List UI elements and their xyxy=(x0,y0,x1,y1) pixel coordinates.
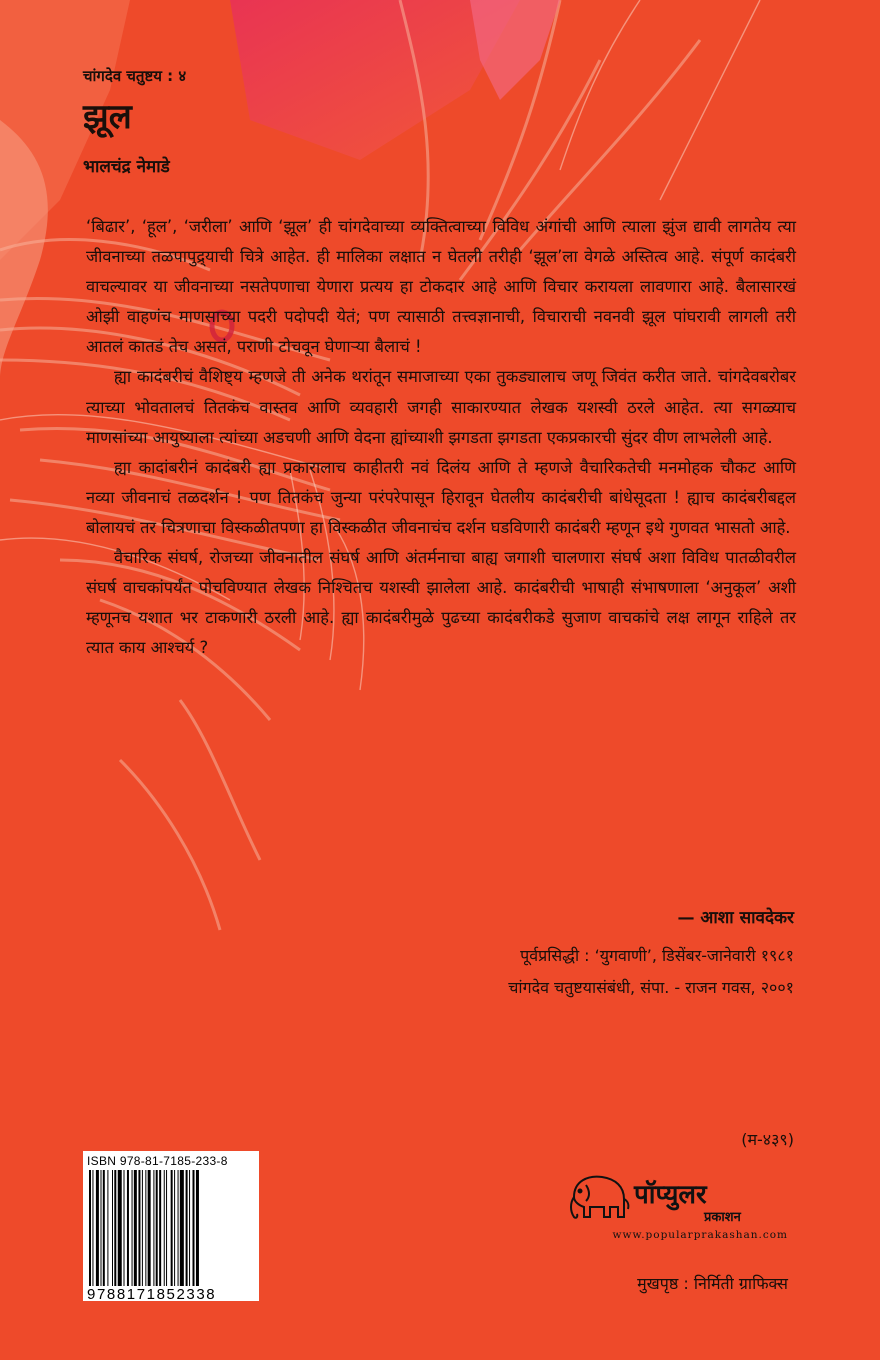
barcode-bar xyxy=(107,1170,108,1286)
isbn-text: ISBN 978-81-7185-233-8 xyxy=(87,1154,228,1168)
barcode-bar xyxy=(112,1170,113,1286)
barcode-bar xyxy=(196,1170,199,1286)
barcode-bar xyxy=(101,1170,102,1286)
blurb-paragraph: ह्या कादंबरीचं वैशिष्ट्य म्हणजे ती अनेक थरांतून समाजाच्या एका तुकड्यालाच जणू जिवंत करीत जाते. चांगदेवबरोबर त्याच्या भोवतालचं तितकंच वास्तव आणि व्यवहारी जगही साकारण्यात लेखक यशस्वी ठरले आहेत. त्या सगळ्याच माणसांच्या आयुष्याला त्यांच्या अडचणी आणि वेदना ह्यांच्याशी झगडता झगडता एकप्रकारची सुंदर वीण लाभलेली आहे. xyxy=(86,367,796,447)
barcode-bar xyxy=(148,1170,151,1286)
barcode-bar xyxy=(96,1170,99,1286)
barcode-bar xyxy=(171,1170,173,1286)
barcode-bar xyxy=(166,1170,167,1286)
barcode-bar xyxy=(145,1170,146,1286)
author-name: भालचंद्र नेमाडे xyxy=(83,157,170,177)
barcode-block xyxy=(83,1151,259,1301)
barcode-bar xyxy=(156,1170,158,1286)
blurb-text xyxy=(86,212,796,663)
publisher-url: www.popularprakashan.com xyxy=(612,1229,788,1241)
barcode-bar xyxy=(124,1170,125,1286)
barcode-bar xyxy=(174,1170,175,1286)
barcode-bar xyxy=(153,1170,154,1286)
catalog-code: (म-४३९) xyxy=(741,1130,794,1149)
barcode-bar xyxy=(114,1170,116,1286)
publisher-name: पॉप्युलर xyxy=(634,1180,707,1210)
barcode-bar xyxy=(189,1170,190,1286)
barcode-image xyxy=(87,1170,255,1288)
barcode-bar xyxy=(186,1170,188,1286)
publisher-sub: प्रकाशन xyxy=(704,1210,741,1225)
barcode-bar xyxy=(134,1170,137,1286)
barcode-bar xyxy=(132,1170,133,1286)
series-label: चांगदेव चतुष्टय : ४ xyxy=(83,67,187,85)
barcode-bar xyxy=(103,1170,105,1286)
barcode-bar xyxy=(89,1170,91,1286)
publication-credit: पूर्वप्रसिद्धी : ‘युगवाणी’, डिसेंबर-जानेवारी १९८१ xyxy=(520,946,794,965)
blurb-paragraph: ह्या कादांबरीनं कादंबरी ह्या प्रकारालाच काहीतरी नवं दिलंय आणि ते म्हणजे वैचारिकतेची मनमोहक चौकट आणि नव्या जीवनाचं तळदर्शन ! पण तितकंच जुन्या परंपरेपासून हिरावून घेतलीय कादंबरीची बांधेसूदता ! ह्याच कादंबरीबद्दल बोलायचं तर चित्रणाचा विस्कळीतपणा हा विस्कळीत जीवनाचंच दर्शन घडविणारी कादंबरी म्हणून इथे गुणवत भासतो आहे. xyxy=(86,457,796,537)
barcode-bar xyxy=(142,1170,143,1286)
barcode-bar xyxy=(164,1170,165,1286)
barcode-bar xyxy=(118,1170,122,1286)
cover-design-credit: मुखपृष्ठ : निर्मिती ग्राफिक्स xyxy=(637,1274,788,1293)
elephant-icon xyxy=(566,1167,632,1227)
reviewer-name: — आशा सावदेकर xyxy=(677,908,794,928)
blurb-paragraph: ‘बिढार’, ‘हूल’, ‘जरीला’ आणि ‘झूल’ ही चांगदेवाच्या व्यक्तित्वाच्या विविध अंगांची आणि त्याला झुंज द्यावी लागतेय त्या जीवनाच्या तळपापुद्र्याची चित्रे आहेत. ही मालिका लक्षात न घेतली तरीही ‘झूल’ला वेगळे अस्तित्व आहे. संपूर्ण कादंबरी वाचल्यावर या जीवनाच्या नसतेपणाचा येणारा प्रत्यय हा टोकदार आहे आणि विचार करायला लावणारा आहे. बैलासारखं ओझी वाहणंच माणसाच्या पदरी पदोपदी येतं; पण त्यासाठी तत्त्वज्ञानाची, विचाराची नवनवी झूल पांघरावी लागली तरी आतलं कातडं तेच असतं, पराणी टोचवून घेणाऱ्या बैलाचं ! xyxy=(86,217,796,357)
publisher-logo xyxy=(566,1167,788,1245)
ean-number: 9788171852338 xyxy=(87,1286,217,1303)
barcode-bar xyxy=(193,1170,195,1286)
barcode-bar xyxy=(92,1170,93,1286)
barcode-bar xyxy=(138,1170,140,1286)
barcode-bar xyxy=(127,1170,129,1286)
barcode-bar xyxy=(178,1170,179,1286)
editor-credit: चांगदेव चतुष्टयासंबंधी, संपा. - राजन गवस, २००१ xyxy=(508,978,794,997)
barcode-bar xyxy=(159,1170,161,1286)
book-title: झूल xyxy=(83,97,132,137)
barcode-bar xyxy=(180,1170,184,1286)
blurb-paragraph: वैचारिक संघर्ष, रोजच्या जीवनातील संघर्ष आणि अंतर्मनाचा बाह्य जगाशी चालणारा संघर्ष अशा विविध पातळीवरील संघर्ष वाचकांपर्यंत पोचविण्यात लेखक निश्चितच यशस्वी झालेला आहे. कादंबरीची भाषाही संभाषणाला ‘अनुकूल’ अशी म्हणूनच यशात भर टाकणारी ठरली आहे. ह्या कादंबरीमुळे पुढच्या कादंबरीकडे सुजाण वाचकांचे लक्ष लागून राहिले तर त्यात काय आश्चर्य ? xyxy=(86,548,796,658)
